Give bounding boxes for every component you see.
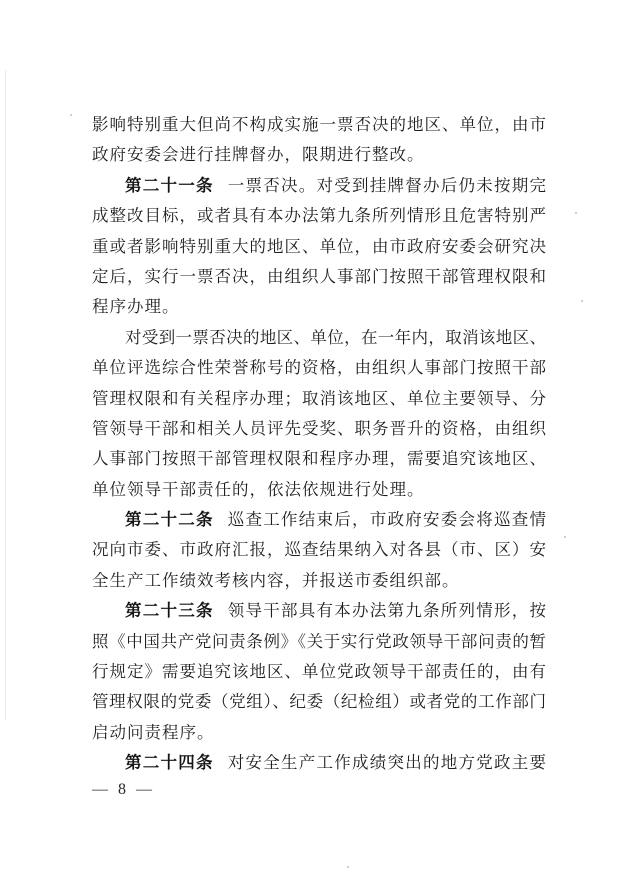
article-number-heading: 第二十二条 <box>125 510 214 530</box>
scan-speckle <box>581 300 583 302</box>
text-segment: 照《中国共产党问责条例》《关于实行党政领导干部问责的暂 <box>92 631 546 651</box>
text-segment: 行规定》需要追究该地区、单位党政领导干部责任的，由有 <box>92 662 546 682</box>
text-line <box>92 687 546 717</box>
text-line <box>92 718 546 748</box>
scan-speckle <box>564 536 566 538</box>
text-line <box>92 505 546 535</box>
text-segment: 对受到一票否决的地区、单位，在一年内，取消该地区、 <box>125 327 546 347</box>
text-segment: 政府安委会进行挂牌督办，限期进行整改。 <box>92 145 425 165</box>
text-segment: 重或者影响特别重大的地区、单位，由市政府安委会研究决 <box>92 236 546 256</box>
text-line <box>92 201 546 231</box>
text-segment: 成整改目标，或者具有本办法第九条所列情形且危害特别严 <box>92 206 546 226</box>
text-block <box>92 110 546 779</box>
text-segment: 单位领导干部责任的，依法依规进行处理。 <box>92 479 425 499</box>
text-line <box>92 171 546 201</box>
text-line <box>92 353 546 383</box>
text-line <box>92 535 546 565</box>
scan-speckle <box>347 866 349 868</box>
text-segment: 管理权限的党委（党组）、纪委（纪检组）或者党的工作部门 <box>92 692 546 712</box>
page-number: — 8 — <box>92 781 155 798</box>
text-line <box>92 566 546 596</box>
text-line <box>92 657 546 687</box>
text-line <box>92 475 546 505</box>
scan-speckle <box>575 212 577 214</box>
text-line <box>92 110 546 140</box>
text-line <box>92 627 546 657</box>
text-segment: 一票否决。对受到挂牌督办后仍未按期完 <box>227 175 546 195</box>
article-number-heading: 第二十一条 <box>125 175 214 195</box>
text-segment: 程序办理。 <box>92 297 180 317</box>
text-segment: 对安全生产工作成绩突出的地方党政主要 <box>227 753 546 773</box>
text-segment: 人事部门按照干部管理权限和程序办理，需要追究该地区、 <box>92 449 546 469</box>
scan-edge-artifact <box>5 70 6 720</box>
article-number-heading: 第二十四条 <box>125 753 214 773</box>
text-segment: 启动问责程序。 <box>92 722 215 742</box>
text-segment: 管领导干部和相关人员评先受奖、职务晋升的资格，由组织 <box>92 418 546 438</box>
text-segment: 单位评选综合性荣誉称号的资格，由组织人事部门按照干部 <box>92 358 546 378</box>
text-line <box>92 414 546 444</box>
text-line <box>92 140 546 170</box>
text-segment: 况向市委、市政府汇报，巡查结果纳入对各县（市、区）安 <box>92 540 546 560</box>
text-segment: 全生产工作绩效考核内容，并报送市委组织部。 <box>92 570 460 590</box>
text-line <box>92 384 546 414</box>
text-segment: 巡查工作结束后，市政府安委会将巡查情 <box>227 510 546 530</box>
text-line <box>92 596 546 626</box>
text-line <box>92 232 546 262</box>
text-line <box>92 748 546 778</box>
text-line <box>92 444 546 474</box>
scan-speckle <box>70 114 72 116</box>
text-segment: 定后，实行一票否决，由组织人事部门按照干部管理权限和 <box>92 266 546 286</box>
text-segment: 管理权限和有关程序办理；取消该地区、单位主要领导、分 <box>92 388 546 408</box>
text-segment: 影响特别重大但尚不构成实施一票否决的地区、单位，由市 <box>92 115 546 134</box>
article-number-heading: 第二十三条 <box>125 601 214 621</box>
text-line <box>92 323 546 353</box>
text-line <box>92 262 546 292</box>
text-line <box>92 292 546 322</box>
text-segment: 领导干部具有本办法第九条所列情形，按 <box>227 601 546 621</box>
